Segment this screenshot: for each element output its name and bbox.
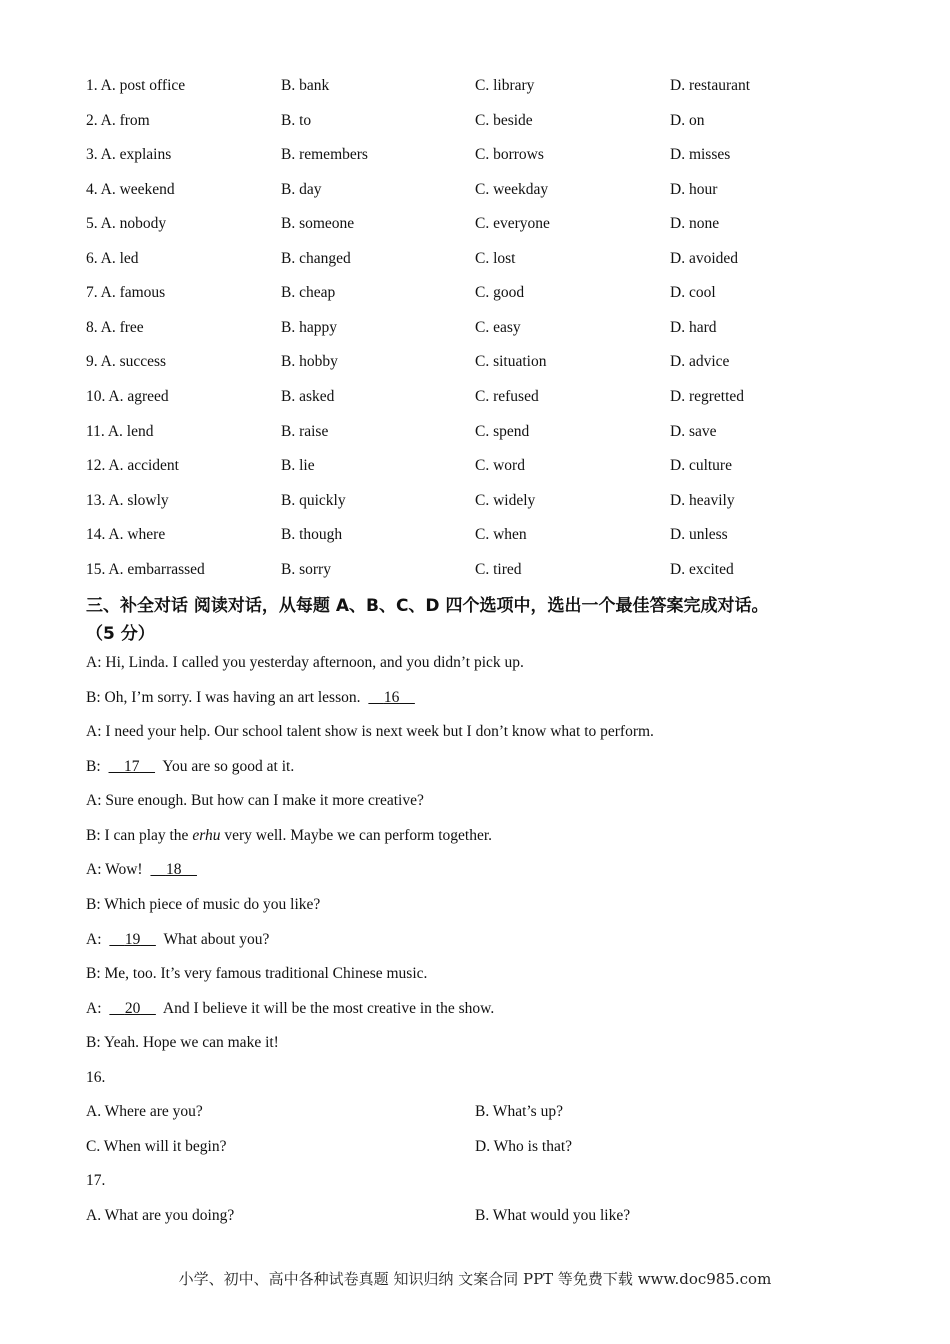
option-d: D. unless	[670, 526, 728, 543]
q17-option-b[interactable]: B. What would you like?	[475, 1207, 631, 1224]
blank-number: 17	[124, 758, 140, 775]
option-d: D. none	[670, 215, 720, 232]
option-a: 10. A. agreed	[86, 388, 169, 405]
section-heading	[86, 592, 876, 648]
option-b: B. lie	[281, 457, 315, 474]
option-b: B. bank	[281, 77, 330, 94]
q16-option-c[interactable]: C. When will it begin?	[86, 1138, 227, 1155]
blank-number: 16	[383, 689, 400, 706]
option-d: D. excited	[670, 561, 734, 578]
dialogue-line	[86, 928, 876, 952]
option-a: 9. A. success	[86, 353, 167, 370]
answer-blank-19[interactable]	[105, 928, 160, 952]
dialogue-text: A: Wow!	[86, 861, 147, 878]
option-c: C. spend	[475, 423, 530, 440]
answer-blank-18[interactable]	[146, 858, 201, 882]
option-row	[86, 558, 876, 582]
option-a: 13. A. slowly	[86, 492, 169, 509]
option-row	[86, 316, 876, 340]
option-b: B. quickly	[281, 492, 346, 509]
option-b: B. asked	[281, 388, 335, 405]
option-a: 5. A. nobody	[86, 215, 167, 232]
option-row	[86, 74, 876, 98]
option-row	[86, 212, 876, 236]
option-c: C. beside	[475, 112, 533, 129]
option-c: C. word	[475, 457, 525, 474]
option-d: D. culture	[670, 457, 732, 474]
option-c: C. refused	[475, 388, 539, 405]
answer-blank-17[interactable]	[105, 755, 160, 779]
dialogue-line	[86, 755, 876, 779]
dialogue-text: A:	[86, 931, 106, 948]
blank-number: 19	[124, 931, 141, 948]
option-a: 3. A. explains	[86, 146, 172, 163]
option-c: C. tired	[475, 561, 522, 578]
question-number-17: 17.	[86, 1172, 106, 1189]
question-16-options-row1	[86, 1100, 876, 1124]
question-number-16: 16.	[86, 1069, 106, 1086]
dialogue-italic: erhu	[192, 827, 221, 844]
option-d: D. avoided	[670, 250, 739, 267]
option-d: D. regretted	[670, 388, 745, 405]
option-a: 12. A. accident	[86, 457, 179, 474]
dialogue-text: B: Which piece of music do you like?	[86, 896, 321, 913]
dialogue-text: What about you?	[159, 931, 270, 948]
blank-number: 20	[124, 1000, 141, 1017]
option-b: B. raise	[281, 423, 329, 440]
option-row	[86, 178, 876, 202]
dialogue-text: B: Yeah. Hope we can make it!	[86, 1034, 279, 1051]
option-a: 6. A. led	[86, 250, 139, 267]
option-c: C. good	[475, 284, 525, 301]
option-row	[86, 420, 876, 444]
option-b: B. though	[281, 526, 343, 543]
dialogue-line	[86, 997, 876, 1021]
q17-option-a[interactable]: A. What are you doing?	[86, 1207, 235, 1224]
option-c: C. situation	[475, 353, 547, 370]
option-d: D. misses	[670, 146, 731, 163]
option-b: B. happy	[281, 319, 337, 336]
option-b: B. to	[281, 112, 312, 129]
option-c: C. easy	[475, 319, 521, 336]
option-d: D. hard	[670, 319, 717, 336]
option-a: 14. A. where	[86, 526, 166, 543]
dialogue-line	[86, 720, 876, 744]
q16-option-a[interactable]: A. Where are you?	[86, 1103, 203, 1120]
option-d: D. save	[670, 423, 717, 440]
option-a: 1. A. post office	[86, 77, 186, 94]
q16-option-b[interactable]: B. What’s up?	[475, 1103, 563, 1120]
option-b: B. remembers	[281, 146, 368, 163]
option-b: B. changed	[281, 250, 351, 267]
option-c: C. borrows	[475, 146, 544, 163]
option-c: C. weekday	[475, 181, 549, 198]
option-row	[86, 523, 876, 547]
option-row	[86, 454, 876, 478]
dialogue-text: B: I can play the	[86, 827, 193, 844]
option-row	[86, 350, 876, 374]
option-a: 11. A. lend	[86, 423, 154, 440]
blank-number: 18	[165, 861, 182, 878]
dialogue-text: A: Sure enough. But how can I make it more creative?	[86, 792, 424, 809]
dialogue-line	[86, 686, 876, 710]
option-d: D. hour	[670, 181, 718, 198]
dialogue-text: very well. Maybe we can perform together.	[220, 827, 493, 844]
option-a: 2. A. from	[86, 112, 150, 129]
dialogue-text: A: I need your help. Our school talent show is next week but I don’t know what to perform.	[86, 723, 654, 740]
dialogue-text: B:	[86, 758, 105, 775]
dialogue-line	[86, 1031, 876, 1055]
question-16-options-row2	[86, 1135, 876, 1159]
option-c: C. lost	[475, 250, 516, 267]
option-c: C. library	[475, 77, 535, 94]
dialogue-text: You are so good at it.	[159, 758, 295, 775]
option-row	[86, 143, 876, 167]
dialogue-line	[86, 962, 876, 986]
option-d: D. on	[670, 112, 705, 129]
option-row	[86, 385, 876, 409]
dialogue-line	[86, 789, 876, 813]
dialogue-text: A: Hi, Linda. I called you yesterday afternoon, and you didn’t pick up.	[86, 654, 524, 671]
option-a: 4. A. weekend	[86, 181, 175, 198]
answer-blank-16[interactable]	[364, 686, 419, 710]
dialogue-text: And I believe it will be the most creative in the show.	[159, 1000, 495, 1017]
option-b: B. cheap	[281, 284, 336, 301]
dialogue-line	[86, 858, 876, 882]
dialogue-line	[86, 651, 876, 675]
dialogue-text: B: Me, too. It’s very famous traditional Chinese music.	[86, 965, 428, 982]
option-a: 7. A. famous	[86, 284, 166, 301]
option-row	[86, 489, 876, 513]
section-heading-line2: （5 分）	[86, 624, 155, 644]
option-row	[86, 281, 876, 305]
option-b: B. sorry	[281, 561, 331, 578]
option-c: C. widely	[475, 492, 536, 509]
dialogue-line	[86, 824, 876, 848]
question-17-options-row1	[86, 1204, 876, 1228]
option-a: 8. A. free	[86, 319, 144, 336]
q16-option-d[interactable]: D. Who is that?	[475, 1138, 573, 1155]
option-row	[86, 109, 876, 133]
option-b: B. day	[281, 181, 322, 198]
option-b: B. someone	[281, 215, 355, 232]
option-d: D. heavily	[670, 492, 735, 509]
dialogue-line	[86, 893, 876, 917]
dialogue-text: B: Oh, I’m sorry. I was having an art lesson.	[86, 689, 365, 706]
section-heading-line1: 三、补全对话 阅读对话，从每题 A、B、C、D 四个选项中，选出一个最佳答案完成对话。	[86, 596, 769, 616]
option-c: C. everyone	[475, 215, 550, 232]
page-footer: 小学、初中、高中各种试卷真题 知识归纳 文案合同 PPT 等免费下载 www.doc985.com	[178, 1270, 772, 1288]
dialogue-text: A:	[86, 1000, 106, 1017]
option-d: D. restaurant	[670, 77, 751, 94]
option-a: 15. A. embarrassed	[86, 561, 205, 578]
option-c: C. when	[475, 526, 527, 543]
option-d: D. advice	[670, 353, 730, 370]
answer-blank-20[interactable]	[105, 997, 160, 1021]
option-row	[86, 247, 876, 271]
option-d: D. cool	[670, 284, 716, 301]
option-b: B. hobby	[281, 353, 338, 370]
